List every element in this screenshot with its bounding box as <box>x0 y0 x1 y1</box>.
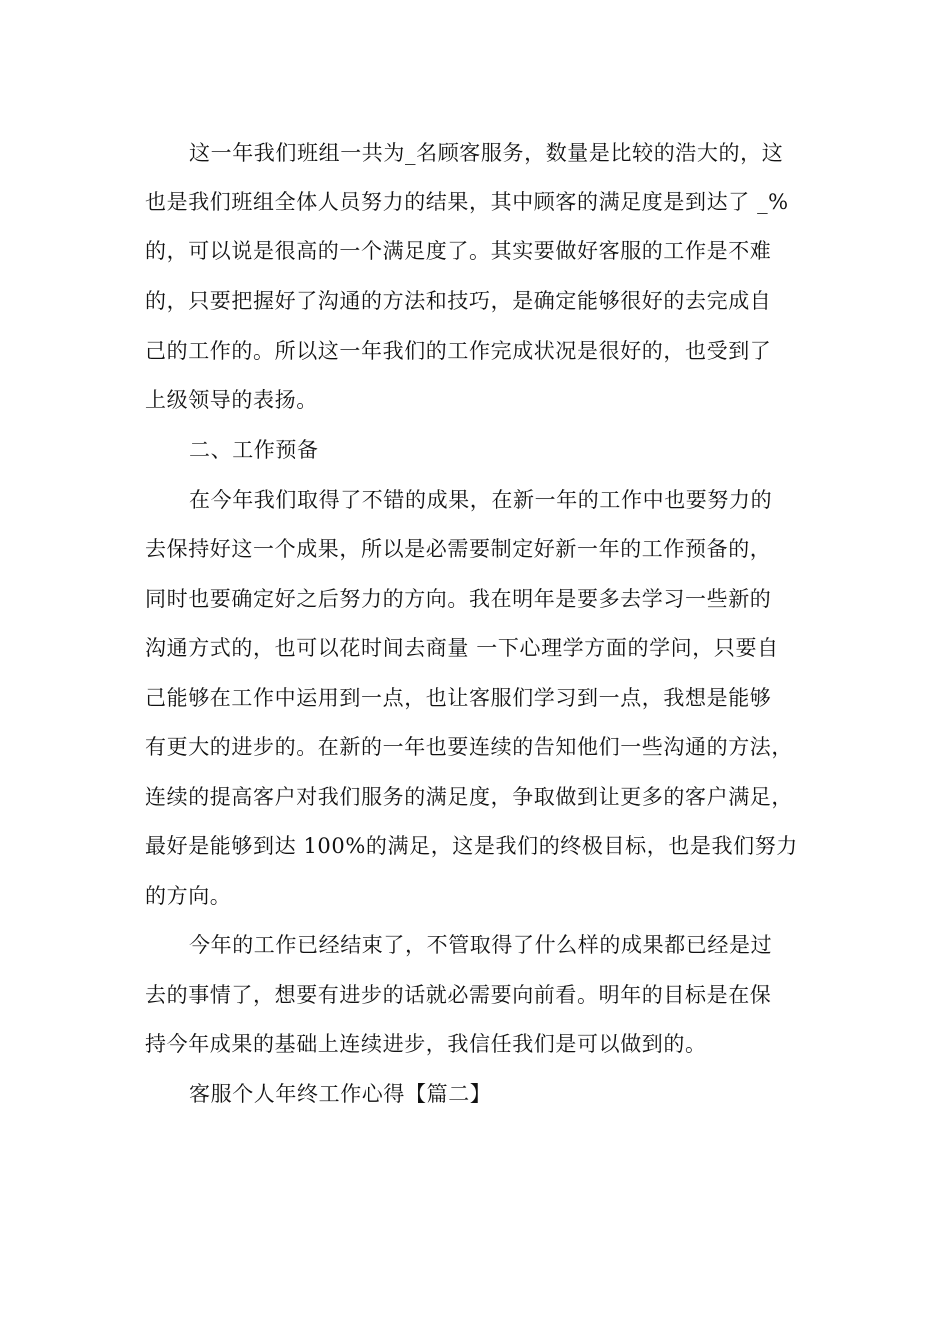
paragraph-2-line-8: 最好是能够到达 100%的满足，这是我们的终极目标，也是我们努力 <box>145 834 798 858</box>
paragraph-3-line-1: 今年的工作已经结束了，不管取得了什么样的成果都已经是过 <box>189 933 773 957</box>
paragraph-1-line-5: 己的工作的。所以这一年我们的工作完成状况是很好的，也受到了 <box>145 339 772 363</box>
paragraph-1-line-4: 的，只要把握好了沟通的方法和技巧，是确定能够很好的去完成自 <box>145 289 772 313</box>
paragraph-1-line-6: 上级领导的表扬。 <box>145 388 318 412</box>
paragraph-2-line-4: 沟通方式的，也可以花时间去商量 一下心理学方面的学问，只要自 <box>145 636 779 660</box>
paragraph-1-line-2: 也是我们班组全体人员努力的结果，其中顾客的满足度是到达了 _% <box>145 190 789 214</box>
section-title-part-two: 客服个人年终工作心得【篇二】 <box>189 1082 492 1106</box>
paragraph-2-line-3: 同时也要确定好之后努力的方向。我在明年是要多去学习一些新的 <box>145 587 772 611</box>
paragraph-2-line-1: 在今年我们取得了不错的成果，在新一年的工作中也要努力的 <box>189 488 773 512</box>
paragraph-3-line-3: 持今年成果的基础上连续进步，我信任我们是可以做到的。 <box>145 1032 707 1056</box>
section-heading-work-plan: 二、工作预备 <box>189 438 319 462</box>
paragraph-3-line-2: 去的事情了，想要有进步的话就必需要向前看。明年的目标是在保 <box>145 983 772 1007</box>
paragraph-2-line-2: 去保持好这一个成果，所以是必需要制定好新一年的工作预备的， <box>145 537 772 561</box>
paragraph-2-line-6: 有更大的进步的。在新的一年也要连续的告知他们一些沟通的方法， <box>145 735 793 759</box>
paragraph-2-line-7: 连续的提高客户对我们服务的满足度，争取做到让更多的客户满足， <box>145 785 793 809</box>
paragraph-1-line-1: 这一年我们班组一共为_名顾客服务，数量是比较的浩大的，这 <box>189 141 784 165</box>
paragraph-2-line-9: 的方向。 <box>145 884 232 908</box>
paragraph-2-line-5: 己能够在工作中运用到一点，也让客服们学习到一点，我想是能够 <box>145 686 772 710</box>
paragraph-1-line-3: 的，可以说是很高的一个满足度了。其实要做好客服的工作是不难 <box>145 239 772 263</box>
